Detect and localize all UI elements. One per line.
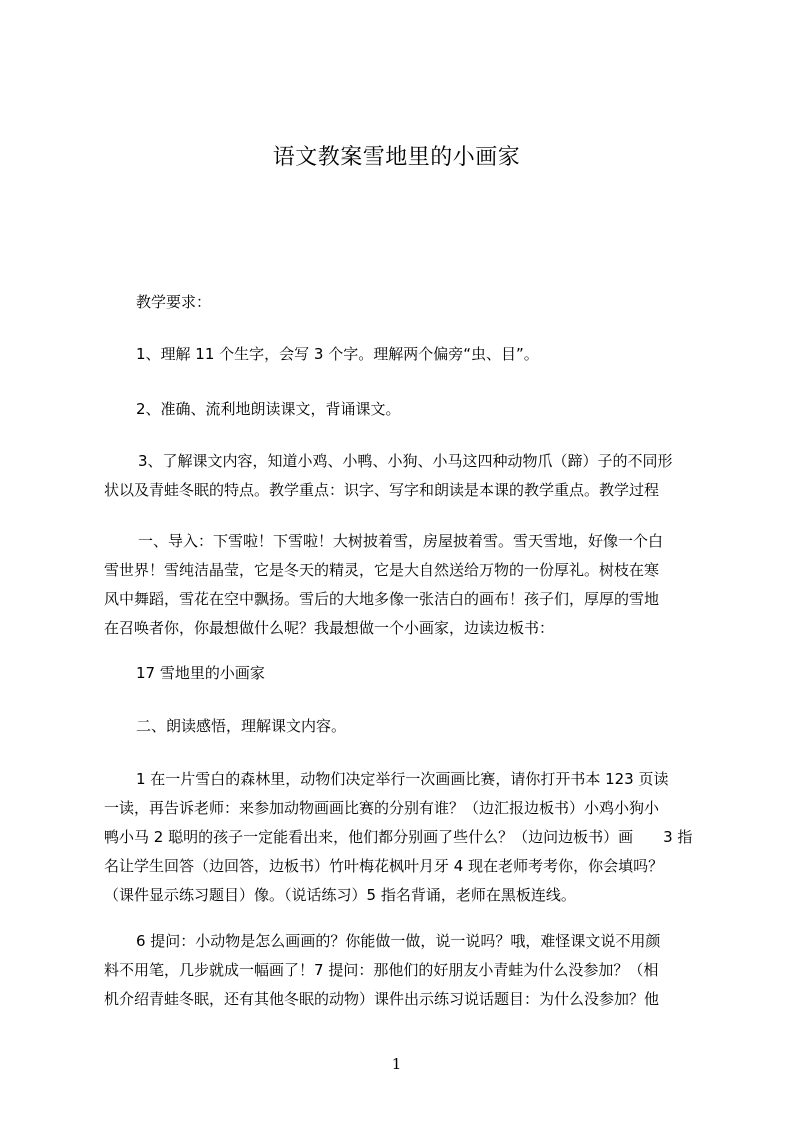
text-line: 雪世界！雪纯洁晶莹，它是冬天的精灵，它是大自然送给万物的一份厚礼。树枝在寒	[104, 561, 660, 579]
text-line: 1、理解 11 个生字，会写 3 个字。理解两个偏旁“虫、目”。	[136, 345, 539, 363]
paragraph-step-6	[104, 927, 712, 1014]
text-line: （课件显示练习题目）像。（说话练习）5 指名背诵，老师在黑板连线。	[104, 886, 576, 904]
text-line: 鸭小马 2 聪明的孩子一定能看出来，他们都分别画了些什么？（边问边板书）画 3 指	[104, 828, 693, 846]
paragraph-step-2	[136, 712, 744, 741]
paragraph-requirement-3	[104, 447, 712, 505]
page-number: 1	[391, 1055, 402, 1073]
text-line: 机介绍青蛙冬眠，还有其他冬眠的动物）课件出示练习说话题目：为什么没参加？他	[104, 990, 660, 1008]
text-line: 1 在一片雪白的森林里，动物们决定举行一次画画比赛，请你打开书本 123 页读	[136, 770, 669, 788]
text-line: 教学要求：	[136, 293, 212, 311]
paragraph-step-1	[104, 527, 712, 643]
paragraph-board-title	[136, 659, 744, 688]
text-line: 17 雪地里的小画家	[136, 664, 265, 682]
text-line: 6 提问：小动物是怎么画画的？你能做一做，说一说吗？哦，难怪课文说不用颜	[136, 932, 661, 950]
text-line: 一、导入：下雪啦！下雪啦！大树披着雪，房屋披着雪。雪天雪地，好像一个白	[138, 532, 664, 550]
text-line: 一读，再告诉老师：来参加动物画画比赛的分别有谁？（边汇报边板书）小鸡小狗小	[104, 799, 660, 817]
paragraph-requirement-2	[136, 395, 744, 424]
text-line: 状以及青蛙冬眠的特点。教学重点：识字、写字和朗读是本课的教学重点。教学过程	[104, 481, 660, 499]
text-line: 2、准确、流利地朗读课文，背诵课文。	[136, 400, 401, 418]
text-line: 风中舞蹈，雪花在空中飘扬。雪后的大地多像一张洁白的画布！孩子们，厚厚的雪地	[104, 590, 660, 608]
text-line: 料不用笔，几步就成一幅画了！7 提问：那他们的好朋友小青蛙为什么没参加？（相	[104, 961, 659, 979]
paragraph-requirements-heading	[136, 288, 744, 317]
text-line: 名让学生回答（边回答，边板书）竹叶梅花枫叶月牙 4 现在老师考考你，你会填吗？	[104, 857, 664, 875]
text-line: 在召唤者你，你最想做什么呢？我最想做一个小画家，边读边板书：	[104, 619, 555, 637]
text-line: 3、了解课文内容，知道小鸡、小鸭、小狗、小马这四种动物爪（蹄）子的不同形	[138, 452, 673, 470]
page-title: 语文教案雪地里的小画家	[272, 145, 521, 170]
text-line: 二、朗读感悟，理解课文内容。	[136, 717, 347, 735]
paragraph-step-2-body	[104, 765, 712, 910]
paragraph-requirement-1	[136, 340, 744, 369]
